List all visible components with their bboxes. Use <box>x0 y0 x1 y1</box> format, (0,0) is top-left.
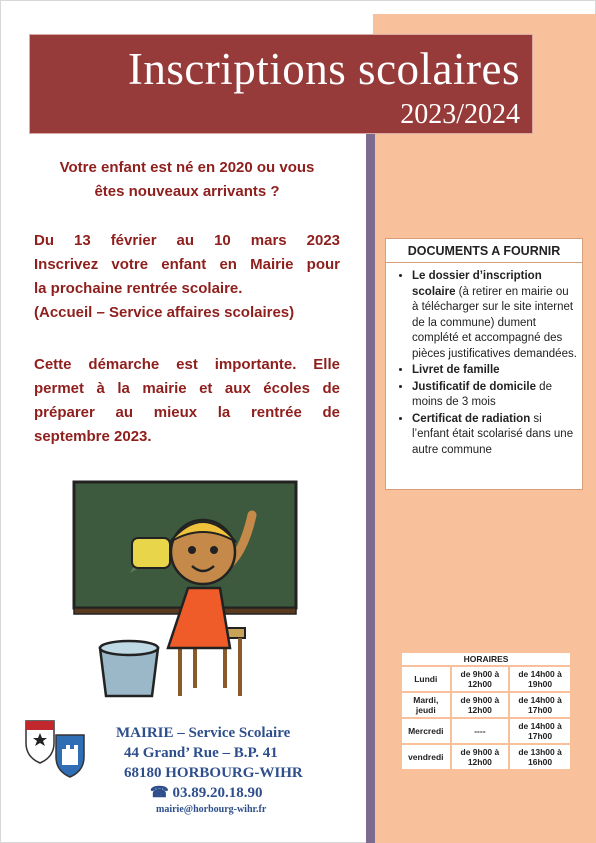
table-row <box>401 692 571 718</box>
title-banner <box>29 34 533 134</box>
shield-left-band <box>26 721 54 730</box>
hours-day: Lundi <box>401 666 451 692</box>
hours-afternoon: de 14h00 à 17h00 <box>509 692 571 718</box>
school-year: 2023/2024 <box>400 99 520 130</box>
table-row <box>401 744 571 770</box>
dates-line: la prochaine rentrée scolaire. <box>34 280 243 297</box>
document-item <box>412 412 578 459</box>
documents-title: DOCUMENTS A FOURNIR <box>386 239 582 263</box>
intro-question-line: Votre enfant est né en 2020 ou vous <box>59 159 315 176</box>
email-address[interactable]: mairie@horbourg-wihr.fr <box>156 804 267 815</box>
document-item-bold: Livret de famille <box>412 364 500 376</box>
document-item-text: (à retirer en mairie ou à télécharger sur le site internet de la commune) dument complété et accompagné des pièces justificatives demandées. <box>412 285 577 360</box>
service-name: MAIRIE – Service Scolaire <box>116 725 291 741</box>
phone-icon: ☎ <box>150 785 173 801</box>
city-address: 68180 HORBOURG-WIHR <box>124 765 303 781</box>
registration-dates <box>34 229 340 325</box>
importance-note <box>34 353 340 449</box>
girl-eye <box>188 546 196 554</box>
document-item-bold: Le dossier d’inscription scolaire <box>412 270 542 298</box>
coat-of-arms-logo <box>24 717 86 779</box>
hours-day: Mardi, jeudi <box>401 692 451 718</box>
bucket-rim <box>100 641 158 655</box>
note-line: septembre 2023. <box>34 428 152 445</box>
street-address: 44 Grand’ Rue – B.P. 41 <box>124 745 278 761</box>
hours-afternoon: de 14h00 à 19h00 <box>509 666 571 692</box>
hours-title: HORAIRES <box>401 652 571 666</box>
documents-box <box>385 238 583 490</box>
contact-block <box>98 723 338 817</box>
hours-afternoon: de 14h00 à 17h00 <box>509 718 571 744</box>
document-item-text: de moins de 3 mois <box>412 380 552 408</box>
hours-day: vendredi <box>401 744 451 770</box>
phone-number: 03.89.20.18.90 <box>172 785 263 801</box>
girl-eye <box>210 546 218 554</box>
table-row <box>401 718 571 744</box>
phone-line <box>98 783 338 803</box>
sponge <box>132 538 170 568</box>
dates-line: Du 13 février au 10 mars 2023 <box>34 232 340 249</box>
document-item <box>412 380 578 411</box>
note-line: Cette démarche est importante. Elle <box>34 356 340 373</box>
documents-list <box>398 269 578 458</box>
hours-morning: ---- <box>451 718 510 744</box>
document-item <box>412 269 578 362</box>
note-line: permet à la mairie et aux écoles de <box>34 380 340 397</box>
purple-divider-bar <box>366 130 375 843</box>
document-item-bold: Certificat de radiation <box>412 412 531 425</box>
note-line: préparer au mieux la rentrée de <box>34 404 340 421</box>
hours-morning: de 9h00 à 12h00 <box>451 744 510 770</box>
document-item-text: si l’enfant était scolarisé dans une autre commune <box>412 412 574 456</box>
intro-question-line: êtes nouveaux arrivants ? <box>94 183 280 200</box>
document-item <box>412 363 578 379</box>
dates-line: (Accueil – Service affaires scolaires) <box>34 304 295 321</box>
intro-question <box>34 156 340 204</box>
hours-morning: de 9h00 à 12h00 <box>451 692 510 718</box>
hours-day: Mercredi <box>401 718 451 744</box>
table-row <box>401 666 571 692</box>
dates-line: Inscrivez votre enfant en Mairie pour <box>34 256 340 273</box>
document-item-bold: Justificatif de domicile <box>412 380 536 393</box>
schoolgirl-chalkboard-illustration <box>70 478 300 700</box>
page-title: Inscriptions scolaires <box>127 44 520 94</box>
opening-hours-table <box>400 651 572 771</box>
hours-afternoon: de 13h00 à 16h00 <box>509 744 571 770</box>
hours-morning: de 9h00 à 12h00 <box>451 666 510 692</box>
